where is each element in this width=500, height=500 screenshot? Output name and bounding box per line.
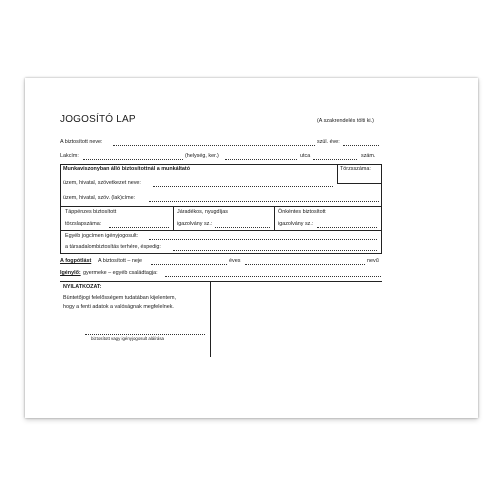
form-sheet <box>25 78 478 418</box>
reg-number-label: Törzsszáma: <box>340 166 371 172</box>
voluntary-card-field[interactable] <box>317 227 377 228</box>
declaration-top-line <box>60 281 382 282</box>
town-field[interactable] <box>83 159 183 160</box>
town-label: (helység, ker.) <box>185 153 219 159</box>
birth-year-field[interactable] <box>343 145 379 146</box>
dental-name-field[interactable] <box>151 264 227 265</box>
birth-year-label: szül. éve: <box>317 139 340 145</box>
claimant-field[interactable] <box>165 276 381 277</box>
form-title: JOGOSÍTÓ LAP <box>60 114 136 125</box>
other-entitled-field[interactable] <box>149 239 377 240</box>
columns-divider-1 <box>173 206 174 230</box>
dental-years-label: éves <box>229 258 241 264</box>
street-label: utca <box>300 153 311 159</box>
form-note: (A szakrendelés tölti ki.) <box>317 118 374 124</box>
signature-field[interactable] <box>85 334 205 335</box>
annuity-card-label: igazolvány sz.: <box>177 221 213 227</box>
street-field[interactable] <box>225 159 297 160</box>
dental-gender-label: nevű <box>367 258 379 264</box>
declaration-divider <box>210 281 211 357</box>
dental-text: A biztosított – neje <box>98 258 143 264</box>
voluntary-label: Önkéntes biztosított <box>278 209 326 215</box>
claimant-text: gyermeke – egyéb családtagja: <box>83 270 158 276</box>
dental-age-field[interactable] <box>245 264 365 265</box>
sick-pay-label: Táppénzes biztosított <box>65 209 117 215</box>
declaration-line-2: hogy a fenti adatok a valóságnak megfelelnek. <box>63 304 174 310</box>
signature-label: biztosított vagy igényjogosult aláírása <box>91 336 164 341</box>
columns-divider-2 <box>274 206 275 230</box>
claimant-label: Igénylő: <box>60 270 81 276</box>
annuity-card-field[interactable] <box>215 227 270 228</box>
insured-name-label: A biztosított neve: <box>60 139 103 145</box>
insured-name-field[interactable] <box>113 145 315 146</box>
declaration-heading: NYILATKOZAT: <box>63 284 102 290</box>
unit-name-field[interactable] <box>153 186 333 187</box>
sick-pay-reg-field[interactable] <box>109 227 169 228</box>
unit-address-field[interactable] <box>149 201 379 202</box>
unit-name-label: üzem, hivatal, szövetkezet neve: <box>63 180 141 186</box>
house-number-field[interactable] <box>313 159 357 160</box>
social-security-label: a társadalombiztosítás terhére, éspedig: <box>65 244 161 250</box>
employer-heading: Munkaviszonyban álló biztosítottnál a munkáltató <box>63 166 190 172</box>
unit-address-label: üzem, hivatal, szöv. (lak)címe: <box>63 195 136 201</box>
voluntary-card-label: igazolvány sz.: <box>278 221 314 227</box>
house-number-label: szám. <box>361 153 376 159</box>
other-entitled-label: Egyéb jogcímen igényjogosult: <box>65 233 139 239</box>
sick-pay-reg-label: törzslapszáma: <box>65 221 102 227</box>
columns-bottom-divider <box>60 230 382 231</box>
declaration-line-1: Büntetőjogi felelősségem tudatában kijelentem, <box>63 295 176 301</box>
columns-top-divider <box>60 206 382 207</box>
social-security-field[interactable] <box>173 250 377 251</box>
address-label: Lakcím: <box>60 153 79 159</box>
dental-label: A fogpótlást <box>60 258 92 264</box>
annuity-label: Járadékos, nyugdíjas <box>177 209 228 215</box>
